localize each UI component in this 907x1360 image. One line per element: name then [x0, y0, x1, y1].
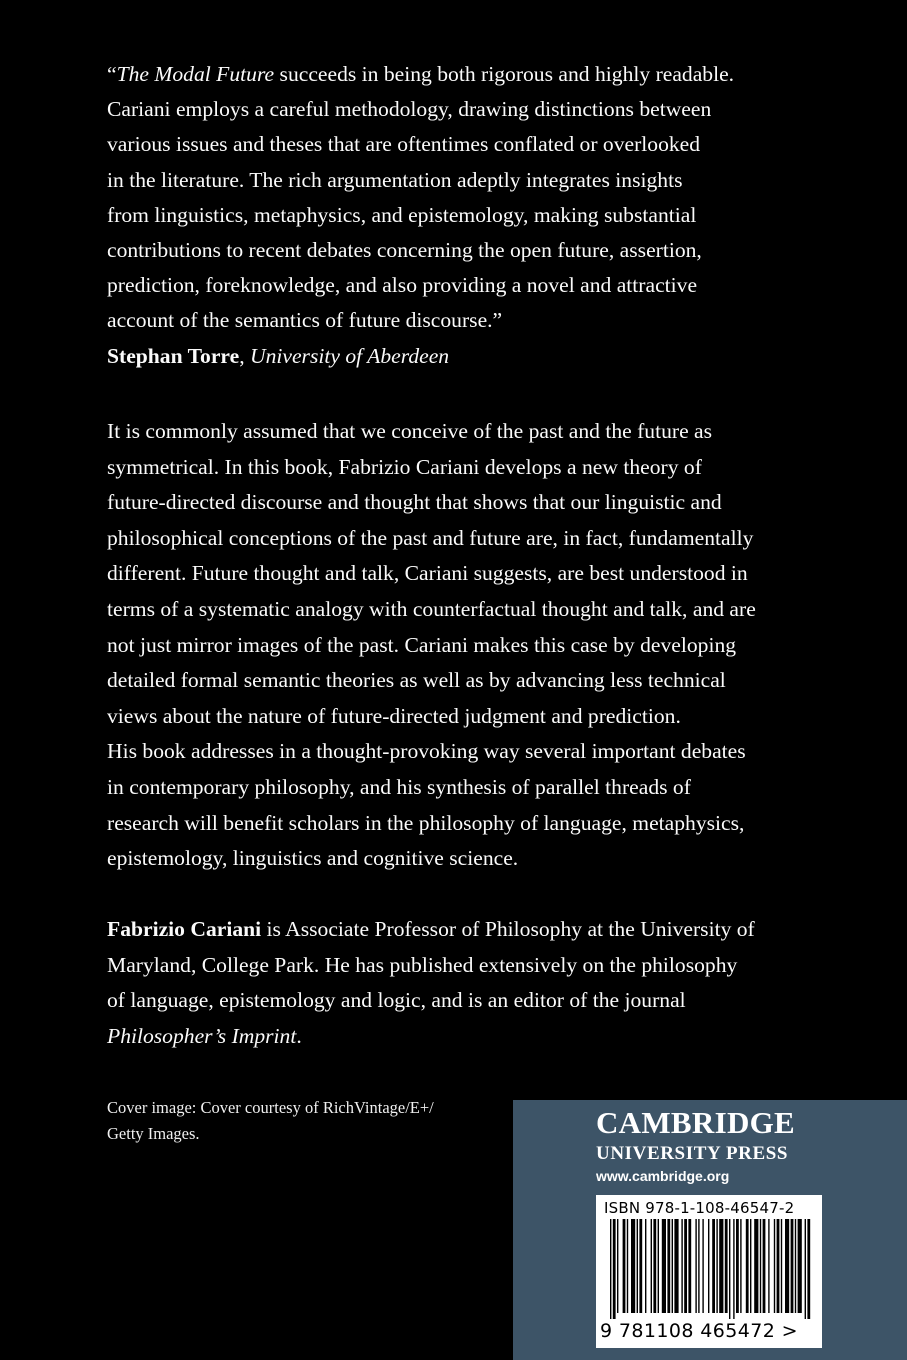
barcode-bar — [688, 1219, 691, 1313]
quote-line: in the literature. The rich argumentation adeptly integrates insights — [107, 167, 683, 192]
barcode-bar — [639, 1219, 642, 1313]
barcode-bar — [617, 1219, 618, 1313]
reviewer-name: Stephan Torre — [107, 343, 240, 368]
author-bio — [107, 912, 807, 1054]
book-description — [107, 414, 807, 877]
description-line: It is commonly assumed that we conceive of the past and the future as — [107, 419, 713, 443]
credit-line: Cover image: Cover courtesy of RichVintage/E+/ — [107, 1098, 434, 1117]
barcode-bar — [750, 1219, 751, 1313]
description-line: research will benefit scholars in the philosophy of language, metaphysics, — [107, 810, 745, 835]
barcode-bar — [774, 1219, 775, 1313]
journal-name: Philosopher’s Imprint — [107, 1023, 297, 1048]
barcode-bar — [716, 1219, 717, 1313]
barcode-bar — [613, 1219, 616, 1319]
barcode-bar — [746, 1219, 749, 1313]
barcode-bar — [725, 1219, 728, 1313]
quote-line: Cariani employs a careful methodology, drawing distinctions between — [107, 97, 712, 122]
publisher-subname: UNIVERSITY PRESS — [596, 1143, 789, 1164]
credit-line: Getty Images. — [107, 1124, 200, 1143]
publisher-panel — [513, 1100, 907, 1360]
description-line: symmetrical. In this book, Fabrizio Cariani develops a new theory of — [107, 454, 702, 479]
description-line: future-directed discourse and thought that shows that our linguistic and — [107, 490, 722, 515]
barcode-bar — [658, 1219, 659, 1313]
barcode-bar — [777, 1219, 780, 1313]
barcode-bar — [623, 1219, 626, 1313]
bio-line-1-text: is Associate Professor of Philosophy at the University of — [261, 917, 755, 941]
bio-line: Maryland, College Park. He has published extensively on the philosophy — [107, 952, 738, 977]
barcode-bar — [708, 1219, 709, 1313]
cover-image-credit — [107, 1095, 507, 1147]
description-line: philosophical conceptions of the past and future are, in fact, fundamentally — [107, 525, 754, 550]
quote-book-title: The Modal Future — [116, 62, 275, 86]
description-line: views about the nature of future-directed judgment and prediction. — [107, 703, 681, 728]
publisher-url: www.cambridge.org — [596, 1168, 730, 1184]
barcode-bar — [662, 1219, 666, 1313]
isbn-label: ISBN 978-1-108-46547-2 — [604, 1199, 795, 1217]
description-line: not just mirror images of the past. Cariani makes this case by developing — [107, 632, 737, 657]
attribution-separator: , — [239, 343, 250, 368]
barcode-bar — [719, 1219, 723, 1313]
barcode-bar — [672, 1219, 673, 1313]
barcode-bar — [712, 1219, 715, 1313]
barcode-bar — [637, 1219, 638, 1313]
quote-open-mark: “ — [107, 62, 117, 86]
publisher-name: CAMBRIDGE — [596, 1105, 796, 1140]
barcode-bar — [681, 1219, 682, 1313]
quote-line: contributions to recent debates concerning the open future, assertion, — [107, 238, 702, 263]
barcode-bar — [627, 1219, 628, 1313]
barcode-bar — [736, 1219, 739, 1313]
author-name: Fabrizio Cariani — [107, 917, 262, 941]
bio-line-4 — [107, 1019, 807, 1055]
bio-line-1 — [107, 912, 807, 948]
quote-line: account of the semantics of future discourse.” — [107, 308, 503, 333]
barcode-bar — [702, 1219, 703, 1313]
barcode-bar — [695, 1219, 696, 1313]
review-quote — [107, 57, 807, 374]
quote-line: various issues and theses that are oftentimes conflated or overlooked — [107, 132, 701, 157]
reviewer-institution: University of Aberdeen — [250, 343, 450, 368]
barcode-box — [596, 1195, 822, 1348]
barcode-bar — [631, 1219, 635, 1313]
barcode-bar — [729, 1219, 730, 1319]
barcode-bar — [760, 1219, 761, 1313]
barcode-bar — [610, 1219, 611, 1319]
journal-period: . — [296, 1023, 302, 1048]
barcode-bar — [645, 1219, 646, 1313]
barcode-bar — [805, 1219, 806, 1319]
description-line: detailed formal semantic theories as well as by advancing less technical — [107, 668, 726, 693]
barcode-bar — [651, 1219, 652, 1313]
barcode-bar — [785, 1219, 789, 1313]
barcode-bar — [698, 1219, 699, 1313]
barcode-bar — [733, 1219, 734, 1319]
barcode-bar — [740, 1219, 741, 1313]
barcode-bar — [763, 1219, 766, 1313]
barcode-bar — [768, 1219, 769, 1313]
barcode-bar — [653, 1219, 656, 1313]
bio-line: of language, epistemology and logic, and is an editor of the journal — [107, 988, 686, 1013]
quote-attribution — [107, 339, 807, 374]
quote-line-1 — [107, 57, 807, 92]
barcode-bar — [781, 1219, 782, 1313]
description-line: in contemporary philosophy, and his synthesis of parallel threads of — [107, 774, 691, 799]
barcode-bar — [807, 1219, 810, 1319]
barcode-bar — [674, 1219, 678, 1313]
barcode-bar — [795, 1219, 796, 1313]
description-line: terms of a systematic analogy with counterfactual thought and talk, and are — [107, 596, 756, 621]
barcode-icon — [602, 1219, 816, 1319]
barcode-bar — [684, 1219, 687, 1313]
quote-line: prediction, foreknowledge, and also providing a novel and attractive — [107, 273, 698, 298]
quote-line: from linguistics, metaphysics, and epistemology, making substantial — [107, 202, 697, 227]
description-line: epistemology, linguistics and cognitive science. — [107, 846, 519, 871]
description-line: His book addresses in a thought-provoking way several important debates — [107, 739, 746, 764]
barcode-bar — [791, 1219, 794, 1313]
barcode-bar — [754, 1219, 758, 1313]
quote-line-1-text: succeeds in being both rigorous and highly readable. — [274, 62, 735, 86]
barcode-digits: 9 781108 465472 > — [600, 1320, 798, 1342]
description-line: different. Future thought and talk, Cariani suggests, are best understood in — [107, 561, 748, 586]
barcode-bar — [798, 1219, 802, 1313]
barcode-bar — [667, 1219, 670, 1313]
